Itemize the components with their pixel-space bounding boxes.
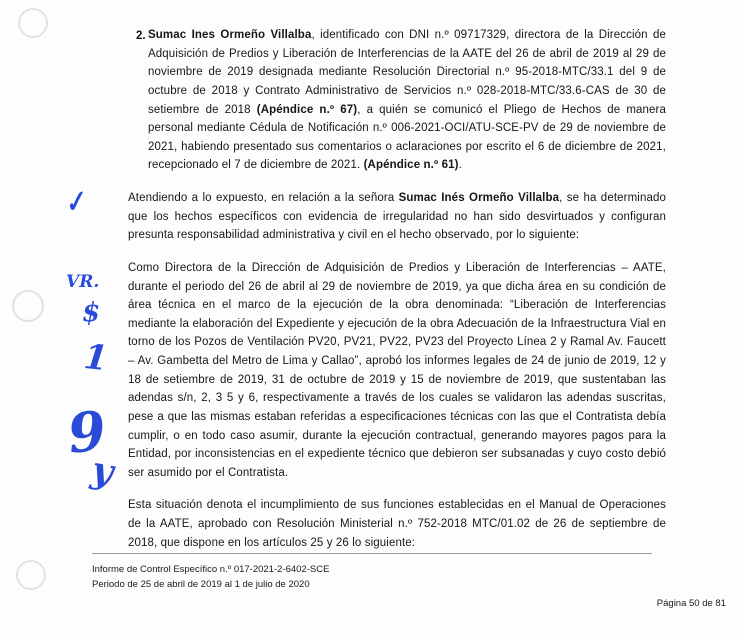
text-run: , se ha determinado que los hechos específicos con evidencia de irregularidad no han sido desvirtuados y configuran presunta responsabilidad administrativa y civil en el hecho observado, por lo siguiente: xyxy=(128,192,667,242)
paragraph-1 xyxy=(128,26,666,175)
handwritten-vr-annotation: VR. xyxy=(66,272,100,292)
text-run: Sumac Ines Ormeño Villalba xyxy=(148,29,312,41)
footer-report-id: Informe de Control Específico n.º 017-2021-2-6402-SCE xyxy=(92,564,330,575)
list-item-number: 2. xyxy=(136,30,146,42)
handwritten-check-annotation: ✓ xyxy=(59,185,90,221)
binder-ring-artifact xyxy=(18,8,48,38)
binder-ring-artifact xyxy=(12,290,44,322)
handwritten-y-annotation: y xyxy=(88,448,117,494)
footer-period: Periodo de 25 de abril de 2019 al 1 de julio de 2020 xyxy=(92,578,310,590)
footer xyxy=(92,563,652,592)
text-run: Esta situación denota el incumplimiento de sus funciones establecidas en el Manual de Operaciones de la AATE, aprobado con Resolución Ministerial n.º 752-2018 MTC/01.02 de 26 de septiembre de 2018, que dispone en los artículos 25 y 26 lo siguiente: xyxy=(128,499,666,549)
paragraph-4 xyxy=(128,496,666,552)
paragraph-3 xyxy=(128,259,666,483)
text-run: Sumac Inés Ormeño Villalba xyxy=(398,192,560,204)
handwritten-one-annotation: 1 xyxy=(81,336,110,380)
handwritten-dollar-annotation: $ xyxy=(82,298,101,328)
paragraph-2 xyxy=(128,189,666,245)
text-run: . xyxy=(458,159,462,172)
text-run: Atendiendo a lo expuesto, en relación a la señora xyxy=(128,192,399,204)
text-run: (Apéndice n.º 67) xyxy=(256,103,358,116)
text-run: Como Directora de la Dirección de Adquisición de Predios y Liberación de Interferencias – AATE, durante el periodo del xyxy=(128,261,666,293)
document-body xyxy=(128,26,666,566)
text-run: (Apéndice n.º 61) xyxy=(363,159,459,172)
text-run: 26 de abril al 29 de noviembre de 2019 xyxy=(248,280,459,293)
text-run: , a quién se comunicó el Pliego de Hechos de manera personal mediante Cédula de Notificación n.º 006-2021-OCI/ATU-SCE-PV de 29 de noviembre de 2021, habiendo presentado sus comentarios o aclaraciones por escrito el 6 de diciembre de 2021, recepcionado el 7 de diciembre de 2021. xyxy=(148,103,666,172)
page-number: Página 50 de 81 xyxy=(656,598,726,609)
footer-divider xyxy=(92,553,652,554)
binder-ring-artifact xyxy=(16,560,46,590)
handwritten-q-annotation: 9 xyxy=(64,398,109,466)
text-run: , ya que dicha área en su condición de área técnica en el marco de la ejecución de la obra denominada: “Liberación de Interferencias mediante la elaboración del Expediente y ejecución de la obra Adecuación de la Infraestructura Vial en torno de los Pozos de Ventilación PV20, PV21, PV22, PV23 del Proyecto Línea 2 y Ramal Av. Faucett – Av. Gambetta del Metro de Lima y Callao”, aprobó los informes legales de 24 de junio de 2019, 12 y 18 de setiembre de 2019, 31 de octubre de 2019 y 15 de noviembre de 2019, que sustentaban las adendas s/n, 2, 3 5 y 6, respectivamente a través de los cuales se validaron las adendas suscritas, pese a que las mismas estaban referidas a especificaciones técnicas con las que el Contratista debía cumplir, o en todo caso asumir, durante la ejecución contractual, generando mayores pagos para la Entidad, por inconsistencias en el expediente técnico que debieron ser subsanadas y cuyo costo debió ser asumido por el Contratista. xyxy=(128,280,666,479)
text-run: , identificado con DNI n.º 09717329, directora de la Dirección de Adquisición de Predios y Liberación de Interferencias de la AATE del 26 de abril de 2019 al 29 de noviembre de 2019 designada mediante Resolución Directorial n.º 95-2018-MTC/33.1 del 9 de octubre de 2018 y Contrato Administrativo de Servicios n.º 028-2018-MTC/33.6-CAS de 30 de setiembre de 2018 xyxy=(148,29,666,116)
